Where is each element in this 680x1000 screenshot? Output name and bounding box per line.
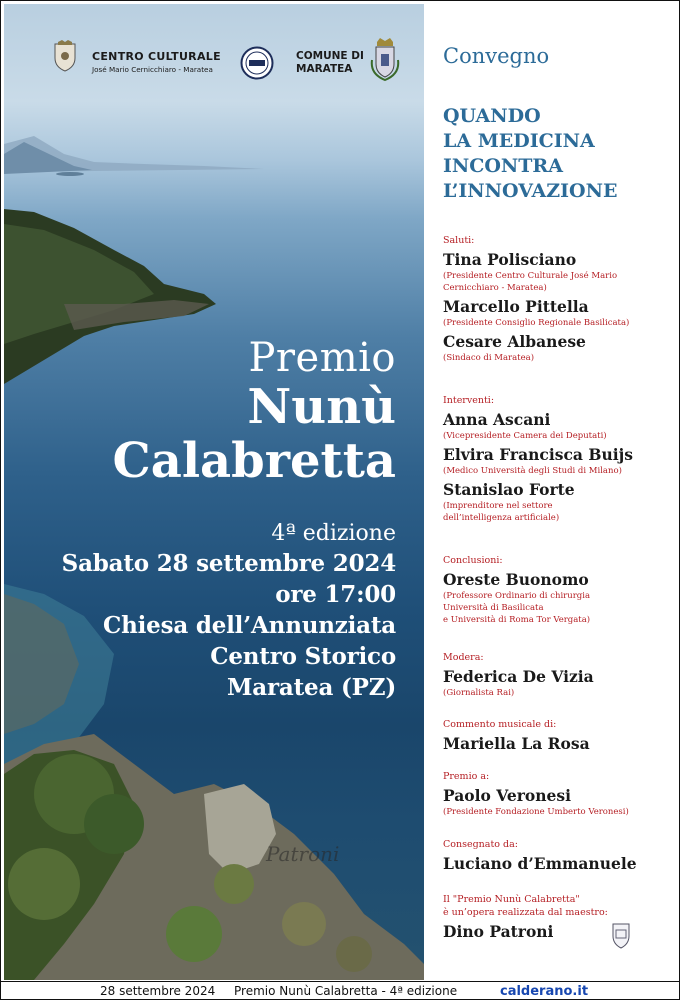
program-kind: Convegno [443,44,550,68]
section-label: è un’opera realizzata dal maestro: [443,907,608,918]
comune-crest-icon [368,38,402,82]
centro-culturale-subtitle: José Mario Cernicchiaro - Maratea [92,65,213,74]
poster-photo-panel [4,4,424,980]
event-info [62,520,396,703]
footer-event: Premio Nunù Calabretta - 4ª edizione [234,984,458,998]
speaker-name: Marcello Pittella [443,297,589,316]
speaker-name: Cesare Albanese [443,332,586,351]
speaker-name: Mariella La Rosa [443,734,590,753]
round-seal-icon [240,46,274,80]
section-label: Il "Premio Nunù Calabretta" [443,894,580,905]
speaker-role: Cernicchiaro - Maratea) [443,283,547,293]
event-venue: Chiesa dell’Annunziata [102,612,396,639]
speaker-name: Anna Ascani [443,410,551,429]
speaker-role: Università di Basilicata [443,603,544,613]
site-link[interactable]: calderano.it [500,984,589,999]
event-time: ore 17:00 [275,581,396,608]
headline-line1: QUANDO [443,105,541,127]
speaker-role: (Giornalista Rai) [443,688,515,698]
section-label: Premio a: [443,771,490,782]
award-title-line3: Calabretta [112,433,396,489]
section-artist [443,893,675,942]
centro-culturale-logo [92,50,221,74]
section-conclusioni [443,554,675,626]
speaker-role: (Professore Ordinario di chirurgia [443,591,591,601]
comune-line1: COMUNE DI [296,50,364,62]
speaker-role: dell’intelligenza artificiale) [443,513,560,523]
event-town: Maratea (PZ) [227,674,396,701]
coastline-landscape [4,4,424,980]
speaker-name: Federica De Vizia [443,667,594,686]
centro-culturale-title: CENTRO CULTURALE [92,50,221,63]
page-footer [0,981,680,1000]
section-saluti [443,234,675,364]
section-interventi [443,394,675,524]
headline-line2: LA MEDICINA [443,130,595,152]
award-title-line1: Premio [248,335,396,381]
speaker-name: Oreste Buonomo [443,570,589,589]
headline-line4: L’INNOVAZIONE [443,180,618,202]
event-date: Sabato 28 settembre 2024 [61,550,396,577]
section-commento-musicale [443,718,675,754]
award-title [113,336,396,488]
artist-signature: Patroni [266,842,340,866]
speaker-name: Luciano d’Emmanuele [443,854,637,873]
coat-of-arms-icon [52,40,78,72]
speaker-role: e Università di Roma Tor Vergata) [443,615,591,625]
award-title-line2: Nunù [247,379,396,435]
crest-icon [611,920,631,950]
speaker-name: Stanislao Forte [443,480,575,499]
speaker-name: Dino Patroni [443,922,554,941]
section-consegnato [443,838,675,874]
section-label: Conclusioni: [443,555,503,566]
section-label: Modera: [443,652,484,663]
speaker-role: (Imprenditore nel settore [443,501,553,511]
program-headline [443,104,617,204]
speaker-role: (Sindaco di Maratea) [443,353,535,363]
speaker-name: Tina Polisciano [443,250,577,269]
comune-line2: MARATEA [296,63,353,75]
headline-line3: INCONTRA [443,155,563,177]
program-column [443,0,675,980]
speaker-role: (Presidente Consiglio Regionale Basilicata) [443,318,630,328]
speaker-role: (Medico Università degli Studi di Milano) [443,466,622,476]
speaker-role: (Vicepresidente Camera dei Deputati) [443,431,607,441]
section-modera [443,651,675,699]
section-label: Saluti: [443,235,475,246]
speaker-name: Elvira Francisca Buijs [443,445,633,464]
edition-label: 4ª edizione [271,521,396,546]
speaker-name: Paolo Veronesi [443,786,571,805]
section-premio [443,770,675,818]
speaker-role: (Presidente Fondazione Umberto Veronesi) [443,807,629,817]
event-place: Centro Storico [210,643,396,670]
speaker-role: (Presidente Centro Culturale José Mario [443,271,618,281]
section-label: Interventi: [443,395,495,406]
footer-date: 28 settembre 2024 [100,984,216,998]
comune-logo [296,50,364,76]
section-label: Commento musicale di: [443,719,557,730]
section-label: Consegnato da: [443,839,518,850]
